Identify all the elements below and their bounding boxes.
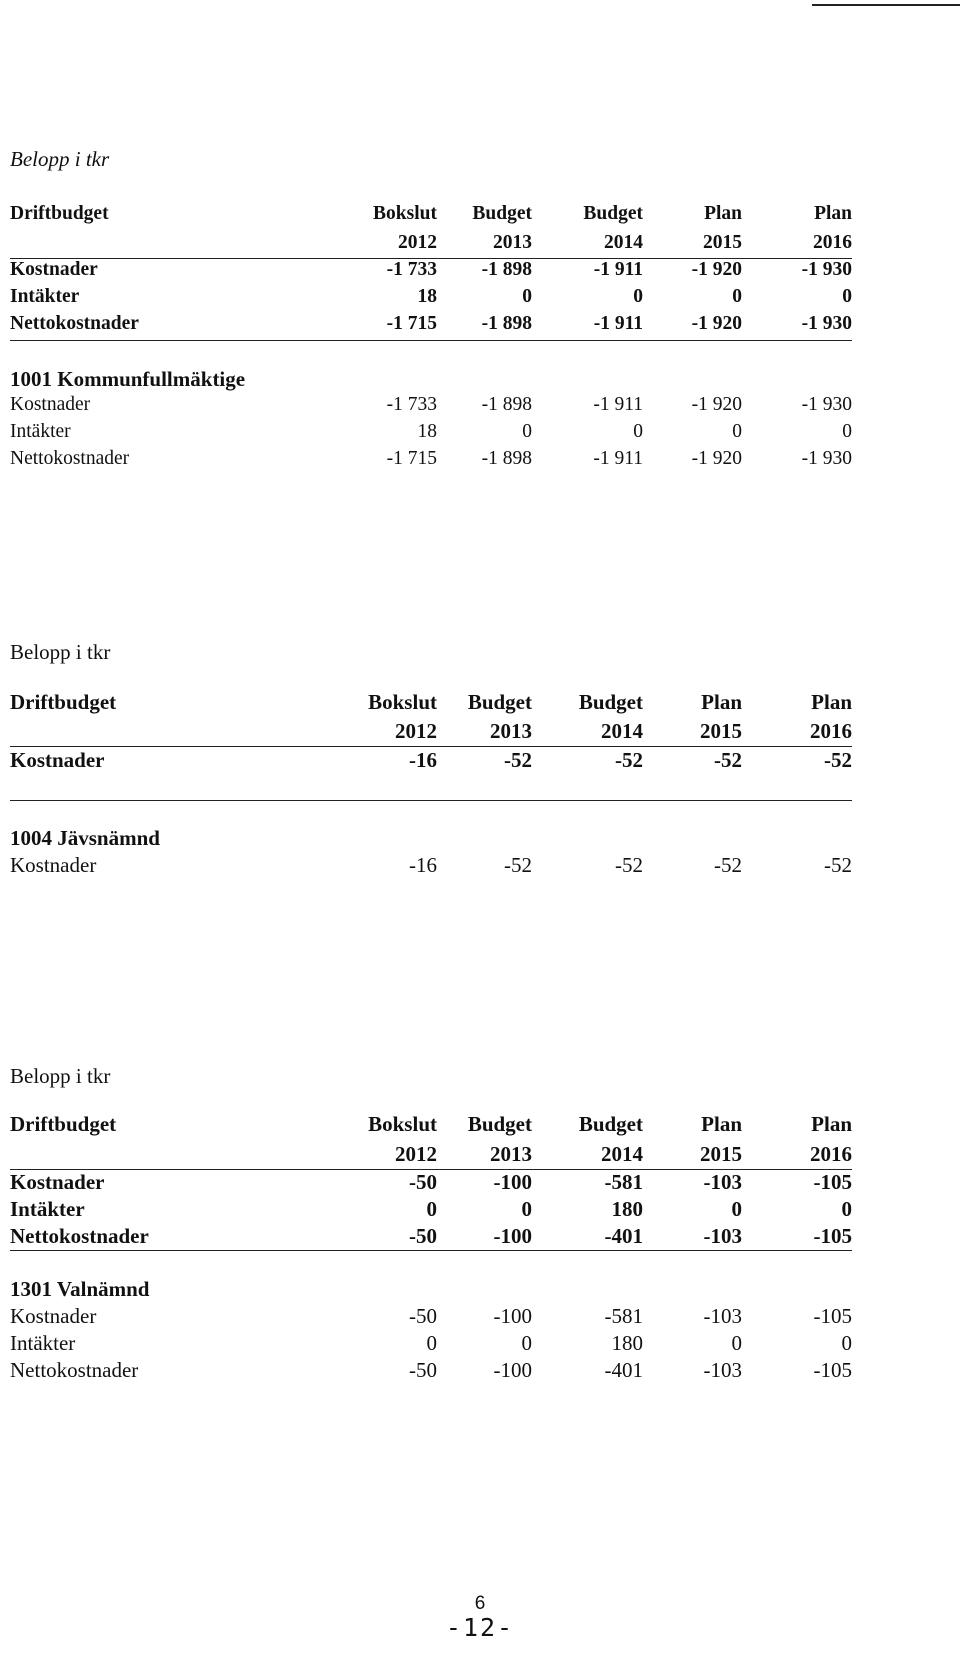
cell: -52 <box>504 748 532 772</box>
header-cell: Driftbudget <box>10 203 109 224</box>
header-cell: Driftbudget <box>10 690 117 714</box>
cell: -1 911 <box>593 448 643 469</box>
cell: 0 <box>842 421 852 442</box>
cell: -50 <box>409 1170 437 1194</box>
row-label: Nettokostnader <box>10 448 130 469</box>
cell: 0 <box>521 1331 532 1355</box>
cell: -1 733 <box>386 394 437 415</box>
cell: 0 <box>732 286 742 307</box>
cell: 180 <box>611 1331 643 1355</box>
header-year: 2015 <box>700 1142 742 1166</box>
cell: -100 <box>493 1170 532 1194</box>
cell: -1 715 <box>386 448 437 469</box>
cell: -1 930 <box>801 394 852 415</box>
summary-row <box>10 748 852 775</box>
cell: 18 <box>417 421 437 442</box>
section-row <box>10 394 852 421</box>
header-cell: Budget <box>472 203 532 224</box>
cell: 0 <box>842 286 852 307</box>
header-cell: Plan <box>704 203 742 224</box>
section-title-text: 1001 Kommunfullmäktige <box>10 367 246 391</box>
cell: 0 <box>426 1197 437 1221</box>
header-cell: Budget <box>467 690 532 714</box>
header-year: 2015 <box>700 719 742 743</box>
row-label: Intäkter <box>10 421 71 442</box>
header-row-1 <box>10 203 852 230</box>
cell: 0 <box>731 1197 742 1221</box>
summary-row <box>10 1170 852 1197</box>
cell: -581 <box>604 1304 643 1328</box>
header-year: 2016 <box>810 1142 852 1166</box>
divider <box>10 340 852 341</box>
header-year: 2013 <box>493 232 532 253</box>
header-row-2 <box>10 232 852 259</box>
header-year: 2012 <box>398 232 437 253</box>
cell: -1 911 <box>593 394 643 415</box>
cell: -1 911 <box>593 313 643 334</box>
cell: 0 <box>841 1331 852 1355</box>
header-year: 2013 <box>490 719 532 743</box>
section-title <box>10 367 852 394</box>
cell: -50 <box>409 1358 437 1382</box>
cell: -1 715 <box>386 313 437 334</box>
summary-row <box>10 286 852 313</box>
section-row <box>10 1304 852 1331</box>
cell: -1 898 <box>481 394 532 415</box>
header-year: 2016 <box>813 232 852 253</box>
cell: -401 <box>604 1224 643 1248</box>
cell: -100 <box>493 1304 532 1328</box>
header-cell: Budget <box>578 690 643 714</box>
section-title <box>10 1277 852 1304</box>
cell: -1 930 <box>801 448 852 469</box>
row-label: Kostnader <box>10 259 98 280</box>
row-label: Kostnader <box>10 394 91 415</box>
cell: -100 <box>493 1224 532 1248</box>
header-year: 2012 <box>395 719 437 743</box>
cell: -1 911 <box>593 259 643 280</box>
cell: -1 898 <box>481 448 532 469</box>
header-cell: Plan <box>811 1112 852 1136</box>
header-cell: Bokslut <box>368 690 437 714</box>
cell: -1 898 <box>481 313 532 334</box>
section-title-text: 1301 Valnämnd <box>10 1277 150 1301</box>
header-year: 2014 <box>601 1142 643 1166</box>
cell: -100 <box>493 1358 532 1382</box>
cell: -105 <box>813 1304 852 1328</box>
summary-row <box>10 313 852 340</box>
cell: -1 930 <box>801 313 852 334</box>
cell: -103 <box>703 1224 742 1248</box>
row-label: Kostnader <box>10 1170 105 1194</box>
cell: -50 <box>409 1304 437 1328</box>
cell: -1 898 <box>481 259 532 280</box>
cell: -1 733 <box>386 259 437 280</box>
cell: -105 <box>813 1224 852 1248</box>
cell: 0 <box>841 1197 852 1221</box>
header-cell: Budget <box>578 1112 643 1136</box>
cell: 0 <box>633 421 643 442</box>
header-cell: Plan <box>701 1112 742 1136</box>
row-label: Nettokostnader <box>10 1224 149 1248</box>
section-row <box>10 853 852 880</box>
header-row-2 <box>10 1142 852 1169</box>
section-title-text: 1004 Jävsnämnd <box>10 826 160 850</box>
page-number: 6 <box>474 1593 486 1614</box>
header-cell: Budget <box>583 203 643 224</box>
header-year: 2015 <box>703 232 742 253</box>
header-cell: Plan <box>701 690 742 714</box>
divider <box>10 1250 852 1251</box>
section-row <box>10 448 852 475</box>
row-label: Intäkter <box>10 1197 85 1221</box>
header-cell: Driftbudget <box>10 1112 117 1136</box>
header-cell: Plan <box>811 690 852 714</box>
cell: 0 <box>633 286 643 307</box>
cell: -52 <box>824 853 852 877</box>
cell: -1 920 <box>691 313 742 334</box>
section-row <box>10 421 852 448</box>
cell: -50 <box>409 1224 437 1248</box>
cell: 0 <box>731 1331 742 1355</box>
cell: -1 920 <box>691 448 742 469</box>
cell: 0 <box>522 286 532 307</box>
page-number-alt: -12- <box>445 1613 515 1642</box>
header-year: 2012 <box>395 1142 437 1166</box>
cell: -103 <box>703 1304 742 1328</box>
header-cell: Bokslut <box>368 1112 437 1136</box>
header-row-1 <box>10 690 852 717</box>
section-title <box>10 826 852 853</box>
cell: 0 <box>522 421 532 442</box>
header-cell: Budget <box>467 1112 532 1136</box>
cell: -52 <box>504 853 532 877</box>
cell: 18 <box>417 286 437 307</box>
cell: -1 930 <box>801 259 852 280</box>
cell: -52 <box>824 748 852 772</box>
cell: 0 <box>732 421 742 442</box>
header-row-2 <box>10 719 852 746</box>
cell: -52 <box>714 748 742 772</box>
header-row-1 <box>10 1112 852 1139</box>
cell: 0 <box>521 1197 532 1221</box>
cell: 180 <box>611 1197 643 1221</box>
top-rule <box>812 4 960 6</box>
unit-label: Belopp i tkr <box>10 147 110 171</box>
unit-label: Belopp i tkr <box>10 640 111 664</box>
summary-row <box>10 1197 852 1224</box>
divider <box>10 746 852 747</box>
row-label: Kostnader <box>10 853 97 877</box>
header-cell: Plan <box>814 203 852 224</box>
row-label: Nettokostnader <box>10 1358 139 1382</box>
summary-row <box>10 259 852 286</box>
cell: -52 <box>714 853 742 877</box>
divider <box>10 800 852 801</box>
cell: 0 <box>426 1331 437 1355</box>
row-label: Kostnader <box>10 748 105 772</box>
header-year: 2014 <box>604 232 643 253</box>
section-row <box>10 1358 852 1385</box>
cell: -103 <box>703 1170 742 1194</box>
cell: -1 920 <box>691 259 742 280</box>
cell: -401 <box>604 1358 643 1382</box>
header-year: 2014 <box>601 719 643 743</box>
summary-row <box>10 1224 852 1251</box>
cell: -1 920 <box>691 394 742 415</box>
row-label: Intäkter <box>10 286 80 307</box>
cell: -16 <box>409 853 437 877</box>
header-cell: Bokslut <box>373 203 437 224</box>
header-year: 2013 <box>490 1142 532 1166</box>
cell: -581 <box>604 1170 643 1194</box>
row-label: Nettokostnader <box>10 313 139 334</box>
cell: -103 <box>703 1358 742 1382</box>
cell: -16 <box>409 748 437 772</box>
unit-label: Belopp i tkr <box>10 1064 111 1088</box>
header-year: 2016 <box>810 719 852 743</box>
cell: -105 <box>813 1358 852 1382</box>
cell: -105 <box>813 1170 852 1194</box>
row-label: Kostnader <box>10 1304 97 1328</box>
row-label: Intäkter <box>10 1331 76 1355</box>
cell: -52 <box>615 853 643 877</box>
cell: -52 <box>615 748 643 772</box>
section-row <box>10 1331 852 1358</box>
